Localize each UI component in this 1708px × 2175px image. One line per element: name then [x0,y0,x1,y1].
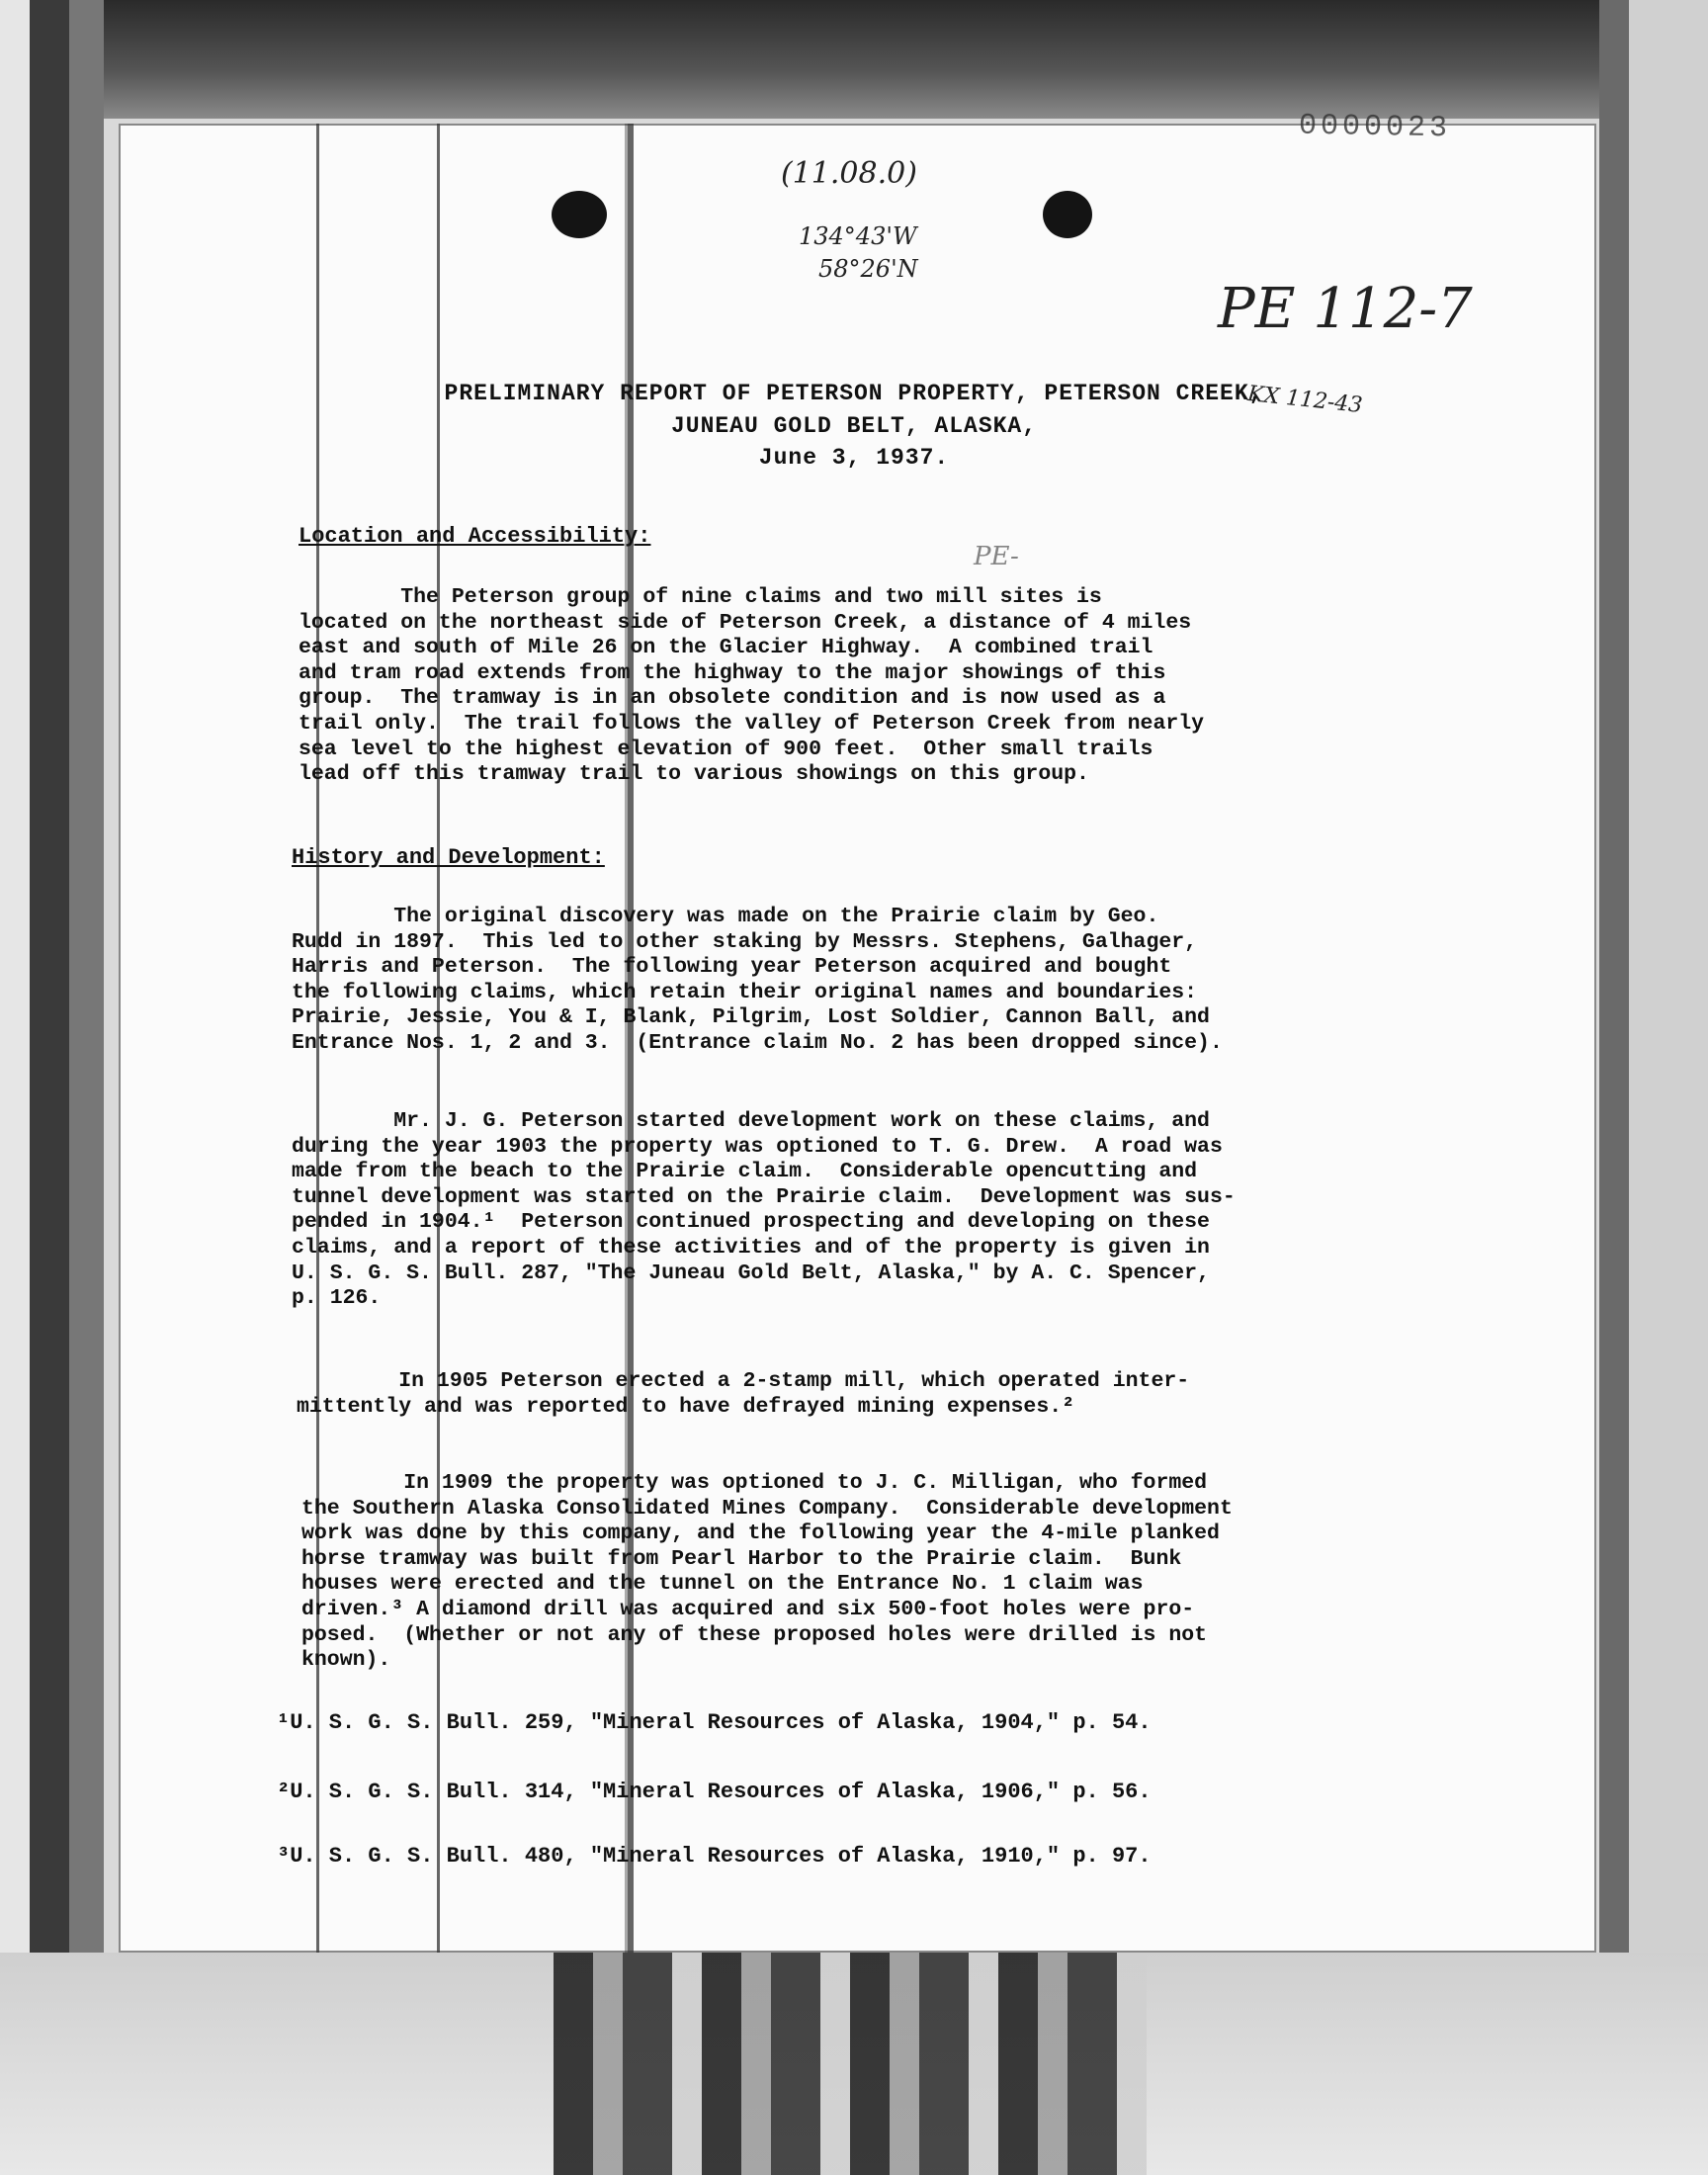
scanner-frame-right [1599,0,1708,2175]
history-paragraph-2: Mr. J. G. Peterson started development work on these claims, and during the year 1903 the property was optioned to T. G. Drew. A road was made from the beach to the Prairie claim. Considerable opencutting and tunnel development was started on the Prairie claim. Development was sus- pended in 1904.¹ Peterson continued prospecting and developing on these claims, and a report of these activities and of the property is given in U. S. G. S. Bull. 287, "The Juneau Gold Belt, Alaska," by A. C. Spencer, p. 126. [292,1109,1236,1311]
report-date: June 3, 1937. [758,445,950,471]
report-title-line1: PRELIMINARY REPORT OF PETERSON PROPERTY, PETERSON CREEK, [444,381,1264,406]
punch-hole [1043,191,1092,238]
report-title-line2: JUNEAU GOLD BELT, ALASKA, [670,413,1038,439]
footnote-3: ³U. S. G. S. Bull. 480, "Mineral Resources of Alaska, 1910," p. 97. [277,1844,1152,1869]
location-paragraph: The Peterson group of nine claims and two mill sites is located on the northeast side of Peterson Creek, a distance of 4 miles east and south of Mile 26 on the Glacier Highway. A combined trail and tram road extends from the highway to the major showings of this group. The tramway is in an obsolete condition and is now used as a trail only. The trail follows the valley of Peterson Creek from nearly sea level to the highest elevation of 900 feet. Other small trails lead off this tramway trail to various showings on this group. [299,585,1205,787]
section-heading-history: History and Development: [292,845,605,870]
handwritten-longitude: 134°43'W [799,222,917,250]
scanner-frame-left [0,0,104,2175]
handwritten-latitude: 58°26'N [818,255,918,283]
punch-hole [552,191,607,238]
handwritten-code: (11.08.0) [781,156,917,191]
scanner-shadow [554,1948,1147,2175]
footnote-1: ¹U. S. G. S. Bull. 259, "Mineral Resources of Alaska, 1904," p. 54. [277,1710,1152,1735]
history-paragraph-1: The original discovery was made on the Prairie claim by Geo. Rudd in 1897. This led to other staking by Messrs. Stephens, Galhager, Harris and Peterson. The following year Peterson acquired and bought the following claims, which retain their original names and boundaries: Prairie, Jessie, You & I, Blank, Pilgrim, Lost Soldier, Cannon Ball, and Entrance Nos. 1, 2 and 3. (Entrance claim No. 2 has been dropped since). [292,905,1223,1055]
footnote-2: ²U. S. G. S. Bull. 314, "Mineral Resources of Alaska, 1906," p. 56. [277,1780,1152,1804]
handwritten-side-note: KX 112-43 [1246,381,1364,419]
scanner-frame-top [0,0,1708,119]
history-paragraph-3: In 1905 Peterson erected a 2-stamp mill, which operated inter- mittently and was reported to have defrayed mining expenses.² [297,1369,1190,1419]
handwritten-file-label: PE 112-7 [1218,277,1473,341]
handwritten-inline-mark: PE- [974,542,1019,571]
section-heading-location: Location and Accessibility: [299,524,651,549]
page-stamp-number: 0000023 [1298,109,1452,146]
history-paragraph-4: In 1909 the property was optioned to J. C. Milligan, who formed the Southern Alaska Consolidated Mines Company. Considerable development work was done by this company, and the following year the 4-mile planked horse tramway was built from Pearl Harbor to the Prairie claim. Bunk houses were erected and the tunnel on the Entrance No. 1 claim was driven.³ A diamond drill was acquired and six 500-foot holes were pro- posed. (Whether or not any of these proposed holes were drilled is not known). [301,1471,1233,1673]
